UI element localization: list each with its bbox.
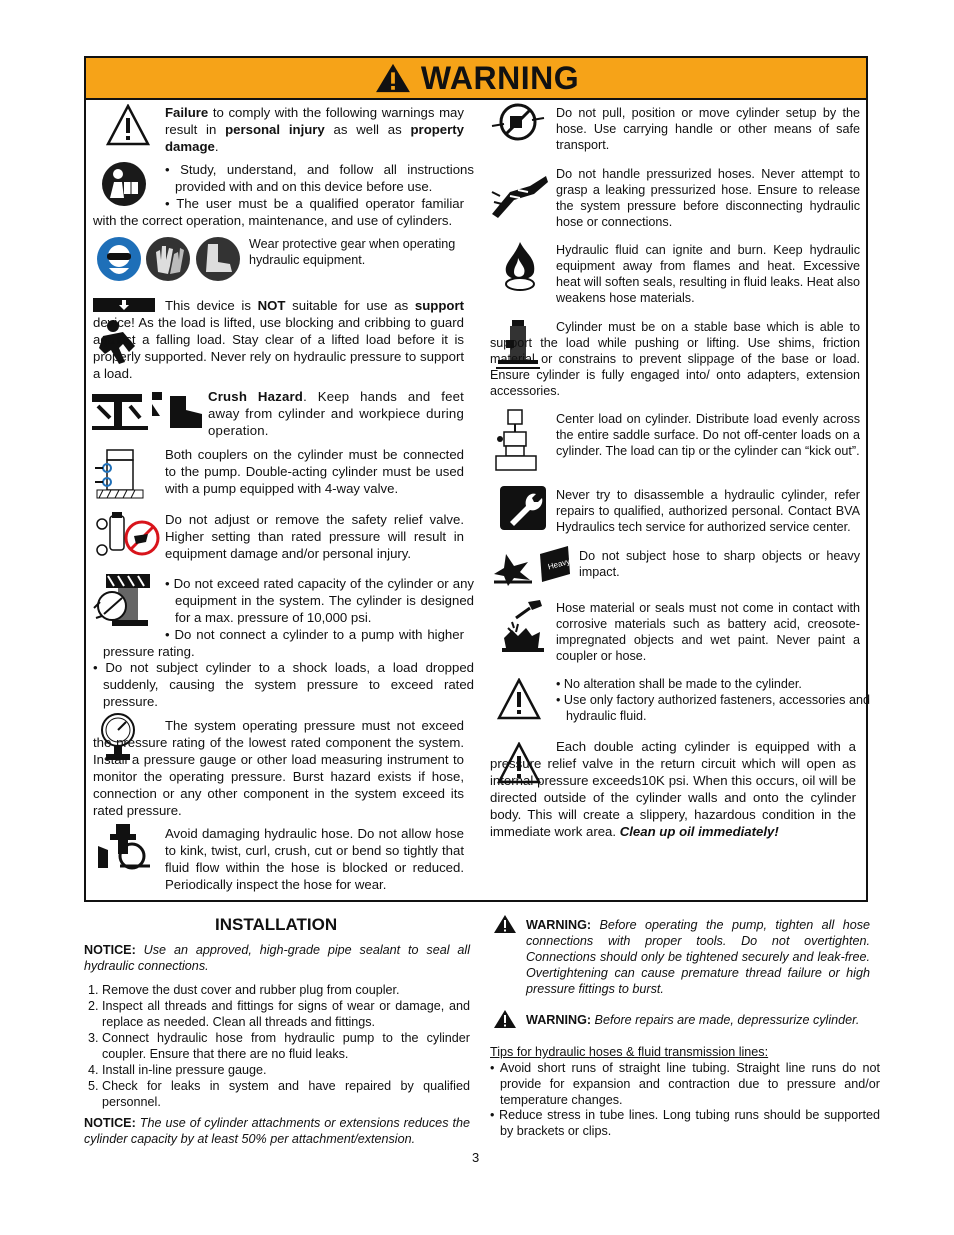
installation-steps [84,982,470,1110]
qualified-operator: • The user must be a qualified operator familiar with the correct operation, maintenance, and use of cylinders. [93,196,464,228]
gauge-text: The system operating pressure must not exceed the pressure rating of the lowest rated component the system. Install a pressure gauge or other load measuring instrument to monitor the operating pressure. Burst hazard exists if hose, connection or any other component in the system exceed its rated pressure. [93,718,464,818]
fire-hazard-text: Hydraulic fluid can ignite and burn. Keep hydraulic equipment away from flames and heat. Excessive heat will soften seals, resulting in fluid leaks. Heat also weakens hose materials. [556,243,860,305]
no-pull-hose-icon [490,102,546,142]
corrosive-icon [498,598,548,654]
relief-valve-text: Do not adjust or remove the safety relief valve. Higher setting than rated pressure will result in equipment damage and/or personal injury. [165,512,464,561]
warning-triangle-small-icon [493,914,517,934]
crush-hazard-icon [90,388,205,434]
no-disassemble-icon [498,484,548,532]
fire-hazard-icon [500,240,540,292]
protective-gear: Wear protective gear when operating hydraulic equipment. [249,237,456,267]
capacity-bullet-2: • Do not connect a cylinder to a pump with higher pressure rating. [103,627,464,659]
step-3: 3. Connect hydraulic hose from hydraulic pump to the cylinder coupler. Ensure that there are no fluid leaks. [102,1030,470,1062]
step-5: 5. Check for leaks in system and have repaired by qualified personnel. [102,1078,470,1110]
hose-damage-text: Avoid damaging hydraulic hose. Do not allow hose to kink, twist, curl, crush, cut or bend so tightly that fluid flow within the hose is blocked or reduced. Periodically inspect the hose for wear. [165,826,464,892]
study-instructions: • Study, understand, and follow all instructions provided with and on this device before use. [165,162,474,194]
sharp-objects-text: Do not subject hose to sharp objects or heavy impact. [579,549,860,579]
warning-tighten: WARNING: Before operating the pump, tighten all hose connections with proper tools. Do not overtighten. Connections should only be tightened securely and leak-free. Overtightening can cause premature thread failure or high pressure fittings to burst. [526,918,870,996]
notice-attachments: NOTICE: The use of cylinder attachments or extensions reduces the cylinder capacity by at least 50% per attachment/extension. [84,1116,470,1146]
warning-triangle-icon [373,62,413,94]
caution-triangle-icon [106,104,150,146]
alteration-bullet-2: • Use only factory authorized fasteners, accessories and hydraulic fluid. [556,693,870,723]
banner-title: WARNING [420,59,580,96]
alteration-bullet-1: • No alteration shall be made to the cylinder. [556,677,802,691]
gloves-icon [144,236,192,282]
stable-base-text: Cylinder must be on a stable base which is able to support the load while pushing or lifting. Use shims, friction material or constrains to prevent slippage of the base or load. Ensure cylinder is fully engaged into/ onto adapters, extension accessories. [490,320,860,398]
couplers-text: Both couplers on the cylinder must be connected to the pump. Double-acting cylinder must be used with a pump equipped with 4-way valve. [165,447,464,496]
tip-1: • Avoid short runs of straight line tubing. Straight line runs do not provide for expansion and contraction due to pressure and/or temperature changes. [490,1061,880,1107]
failure-warning: Failure to comply with the following warnings may result in personal injury as well as property damage. [165,105,464,154]
page-number: 3 [472,1150,480,1165]
disassemble-text: Never try to disassemble a hydraulic cylinder, refer repairs to qualified, authorized personal. Contact BVA Hydraulics tech service for authorized service center. [556,488,860,534]
relief-valve-oil-text: Each double acting cylinder is equipped with a pressure relief valve in the return circuit which will open as internal pressure exceeds10K psi. When this occurs, oil will be directed outside of the cylinder walls and onto the cylinder body. This will create a slippery, hazardous condition in the immediate work area. Clean up oil immediately! [490,739,856,839]
couplers-icon [93,446,145,502]
notice-sealant: NOTICE: Use an approved, high-grade pipe sealant to seal all hydraulic connections. [84,943,470,973]
step-2: 2. Inspect all threads and fittings for signs of wear or damage, and replace as needed. Clean all threads and fittings. [102,998,470,1030]
sharp-objects-icon [492,544,572,586]
corrosive-text: Hose material or seals must not come in contact with corrosive materials such as battery acid, creosote-impregnated objects and wet paint. Never paint a coupler or hose. [556,601,860,663]
no-support-warning: This device is NOT suitable for use as support device! As the load is lifted, use blocking and cribbing to guard against a falling load. Stay clear of a lifted load before it is properly supported. Never rely on hydraulic pressure to support a load. [93,298,464,381]
hose-damage-icon [96,822,154,872]
pressurized-hose-text: Do not handle pressurized hoses. Never attempt to grasp a leaking pressurized hose. Ensure to release the system pressure before disconnecting hydraulic hose or connections. [556,167,860,229]
relief-valve-icon [92,508,160,564]
step-1: 1. Remove the dust cover and rubber plug from coupler. [102,982,470,998]
warning-banner [86,58,866,100]
warning-triangle-small-icon-2 [493,1009,517,1029]
no-pull-text: Do not pull, position or move cylinder setup by the hose. Use carrying handle or other means of safe transport. [556,106,860,152]
pressurized-hose-hand-icon [490,168,550,220]
installation-heading: INSTALLATION [215,915,338,934]
safety-boots-icon [194,236,242,282]
capacity-bullet-3: • Do not subject cylinder to a shock loads, a load dropped suddenly, causing the system pressure to exceed rated pressure. [93,660,474,709]
center-load-text: Center load on cylinder. Distribute load evenly across the entire saddle surface. Do not off-center loads on a cylinder. The load can tip or the cylinder can “kick out”. [556,412,860,458]
capacity-bullet-1: • Do not exceed rated capacity of the cylinder or any equipment in the system. The cylinder is designed for a max. pressure of 10,000 psi. [165,576,474,625]
alteration-warning-icon [497,678,541,720]
center-load-icon [492,408,538,474]
step-4: 4. Install in-line pressure gauge. [102,1062,470,1078]
overload-capacity-icon [92,572,154,630]
eye-protection-icon [95,236,143,282]
warning-depressurize: WARNING: Before repairs are made, depressurize cylinder. [526,1013,860,1027]
tips-heading: Tips for hydraulic hoses & fluid transmission lines: [490,1045,769,1059]
crush-hazard-text: Crush Hazard. Keep hands and feet away from cylinder and workpiece during operation. [208,389,464,438]
svg-text:Heavy: Heavy [546,556,572,572]
tip-2: • Reduce stress in tube lines. Long tubing runs should be supported by brackets or clips. [490,1108,880,1138]
